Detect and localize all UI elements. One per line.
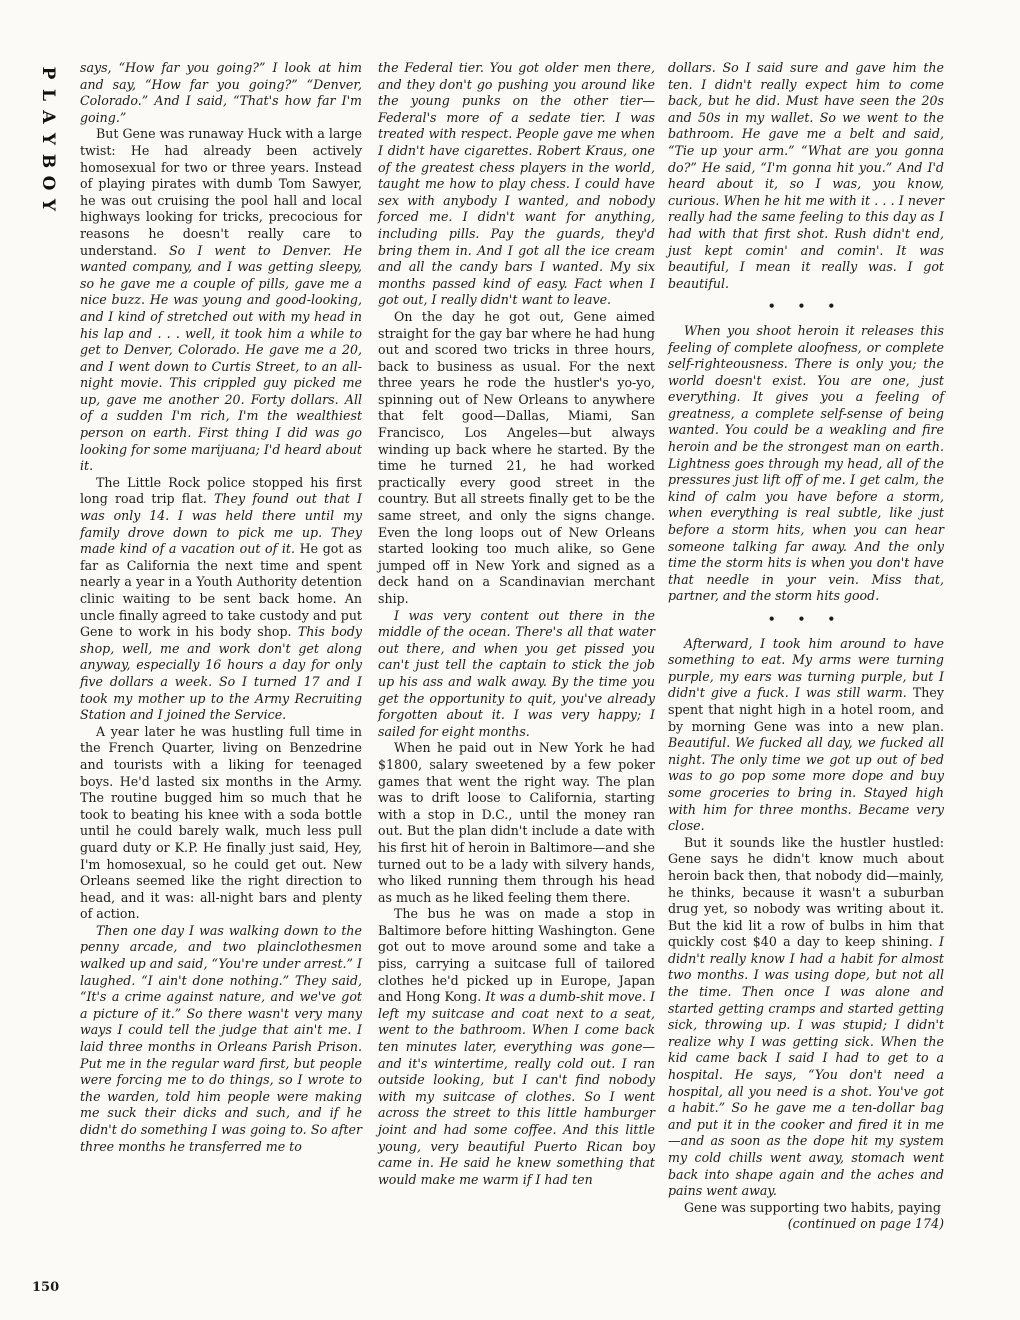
masthead-letter: B — [38, 153, 58, 169]
narrative-text: The bus he was on made a stop in Baltimore before hitting Washington. Gene got out to move around some and take a piss, carrying a suitcase full of tailored clothes he'd picked up in Europe, Japan and Hong Kong. — [378, 906, 655, 1005]
quoted-speech: Then one day I was walking down to the penny arcade, and two plainclothesmen walked up and said, “You're under arrest.” I laughed. “I ain't done nothing.” They said, “It's a crime against nature, and we've got a picture of it.” So there wasn't very many ways I could tell the judge that ain't me. I laid three months in Orleans Parish Prison. Put me in the regular ward first, but people were forcing me to do things, so I wrote to the warden, told him people were making me suck their dicks and such, and if he didn't do something I was going to. So after three months he transferred me to — [80, 922, 362, 1154]
paragraph — [668, 323, 944, 605]
paragraph — [378, 60, 655, 309]
narrative-text: But Gene was runaway Huck with a large twist: He had already been actively homosexual for two or three years. Instead of playing pirates with dumb Tom Sawyer, he was out cruising the pool hall and local highways looking for tricks, precocious for reasons he doesn't really care to understand. — [80, 126, 362, 258]
paragraph — [668, 636, 944, 835]
masthead-letter: Y — [38, 132, 58, 146]
masthead-letter: Y — [38, 198, 58, 212]
quoted-speech: This body shop, well, me and work don't get along anyway, especially 16 hours a day for only five dollars a week. So I turned 17 and I took my mother up to the Army Recruiting Station and I joined the Service. — [80, 624, 362, 723]
quoted-speech: They found out that I was only 14. I was held there until my family drove down to pick me up. They made kind of a vacation out of it. — [80, 491, 362, 557]
paragraph — [378, 906, 655, 1188]
narrative-text: On the day he got out, Gene aimed straight for the gay bar where he had hung out and scored two tricks in three hours, back to business as usual. For the next three years he rode the hustler's yo-yo, spinning out of New Orleans to anywhere that felt good—Dallas, Miami, San Francisco, Los Angeles—but always winding up back where he started. By the time he turned 21, he had worked practically every good street in the country. But all streets finally get to be the same street, and only the signs change. Even the long loops out of New Orleans started looking too much alike, so Gene jumped off in New York and signed as a deck hand on a Scandinavian merchant ship. — [378, 308, 655, 606]
paragraph — [378, 608, 655, 741]
narrative-text: Gene was supporting two habits, paying — [684, 1199, 941, 1215]
narrative-text: But it sounds like the hustler hustled: Gene says he didn't know much about heroin back then, that nobody did—mainly, he thinks, because it wasn't a suburban drug yet, so nobody was writing about it. But the kid lit a row of bulbs in him that quickly cost $40 a day to keep shining. — [668, 834, 944, 950]
quoted-speech: I didn't really know I had a habit for almost two months. I was using dope, but not all the time. Then once I was alone and started getting cramps and started getting sick, throwing up. I was stupid; I didn't realize why I was getting sick. When the kid came back I said I had to get to a hospital. He says, “You don't need a hospital, all you need is a shot. You've got a habit.” So he gave me a ten-dollar bag and put it in the cooker and fired it in me—and as soon as the dope hit my system my cold chills went away, stomach went back into shape again and the aches and pains went away. — [668, 934, 944, 1199]
paragraph — [80, 475, 362, 724]
paragraph — [668, 60, 944, 292]
paragraph — [80, 60, 362, 126]
paragraph — [378, 740, 655, 906]
masthead-letter: L — [38, 89, 58, 101]
magazine-masthead — [34, 62, 62, 216]
article-column-2 — [378, 60, 655, 1188]
quoted-speech: So I went to Denver. He wanted company, and I was getting sleepy, so he gave me a couple of pills, gave me a nice buzz. He was young and good-looking, and I kind of stretched out with my head in his lap and . . . well, it took him a while to get to Denver, Colorado. He gave me a 20, and I went down to Curtis Street, to an all-night movie. This crippled guy picked me up, gave me another 20. Forty dollars. All of a sudden I'm rich, I'm the wealthiest person on earth. First thing I did was go looking for some marijuana; I'd heard about it. — [80, 242, 362, 474]
paragraph — [80, 724, 362, 923]
paragraph — [80, 923, 362, 1155]
paragraph — [378, 309, 655, 608]
paragraph — [80, 126, 362, 474]
section-break-dots: • • • — [767, 299, 845, 314]
quoted-speech: When you shoot heroin it releases this feeling of complete aloofness, or complete self-righteousness. There is only you; the world doesn't exist. You are one, just everything. It gives you a feeling of greatness, a complete self-sense of being wanted. You could be a weakling and fire heroin and be the strongest man on earth. Lightness goes through my head, all of the pressures just lift off of me. I get calm, the kind of calm you have before a storm, when everything is real subtle, like just before a storm hits, when you can hear someone talking far away. And the only time the storm hits is when you don't have that needle in your vein. Miss that, partner, and the storm hits good. — [668, 322, 944, 604]
narrative-text: They spent that night high in a hotel room, and by morning Gene was into a new plan. — [668, 685, 944, 734]
quoted-speech: says, “How far you going?” I look at him and say, “How far you going?” “Denver, Colorado.” And I said, “That's how far I'm going.” — [80, 60, 362, 125]
quoted-speech: I was very content out there in the middle of the ocean. There's all that water out there, and when you get pissed you can't just tell the captain to stick the job up his ass and walk away. By the time you get the opportunity to quit, you've already forgotten about it. I was very happy; I sailed for eight months. — [378, 607, 655, 739]
quoted-speech: dollars. So I said sure and gave him the ten. I didn't really expect him to come back, but he did. Must have seen the 20s and 50s in my wallet. So we went to the bathroom. He gave me a belt and said, “Tie up your arm.” “What are you gonna do?” He said, “I'm gonna hit you.” And I'd heard about it, so I was, you know, curious. When he hit me with it . . . I never really had the same feeling to this day as I had with that first shot. Rush didn't end, just kept comin' and comin'. It was beautiful, I mean it really was. I got beautiful. — [668, 60, 944, 291]
narrative-text: A year later he was hustling full time in the French Quarter, living on Benzedrine and tourists with a liking for teenaged boys. He'd lasted six months in the Army. The routine bugged him so much that he took to beating his knee with a soda bottle until he could barely walk, much less pull guard duty or K.P. He finally just said, Hey, I'm homosexual, so he could get out. New Orleans seemed like the right direction to head, and it was: all-night bars and plenty of action. — [80, 723, 362, 922]
masthead-letter: P — [38, 66, 58, 80]
narrative-text: When he paid out in New York he had $1800, salary sweetened by a few poker games that went the right way. The plan was to drift loose to California, starting with a stop in D.C., until the money ran out. But the plan didn't include a date with his first hit of heroin in Baltimore—and she turned out to be a lady with silvery hands, who liked running them through his head as much as he liked feeling them there. — [378, 740, 655, 905]
continued-note: (continued on page 174) — [787, 1216, 944, 1232]
narrative-text: He got as far as California the next time and spent nearly a year in a Youth Authority detention clinic waiting to be sent back home. An uncle finally agreed to take custody and put Gene to work in his body shop. — [80, 541, 362, 640]
page-number: 150 — [32, 1280, 60, 1295]
article-column-3 — [668, 60, 944, 1233]
article-column-1 — [80, 60, 362, 1155]
masthead-letter: O — [38, 175, 58, 191]
narrative-text: The Little Rock police stopped his first long road trip flat. — [80, 474, 362, 507]
paragraph — [668, 1200, 944, 1217]
paragraph — [668, 835, 944, 1200]
quoted-speech: It was a dumb-shit move. I left my suitcase and coat next to a seat, went to the bathroom. When I come back ten minutes later, everything was gone—and it's wintertime, really cold out. I ran outside looking, but I can't find nobody with my suitcase of clothes. So I went across the street to this little hamburger joint and had some coffee. And this little young, very beautiful Puerto Rican boy came in. He said he knew something that would make me warm if I had ten — [378, 989, 655, 1187]
quoted-speech: the Federal tier. You got older men there, and they don't go pushing you around like the young punks on the other tier—Federal's more of a sedate tier. I was treated with respect. People gave me when I didn't have cigarettes. Robert Kraus, one of the greatest chess players in the world, taught me how to play chess. I could have sex with anybody I wanted, and nobody forced me. I didn't want for anything, including pills. Pay the guards, they'd bring them in. And I got all the ice cream and all the candy bars I wanted. My six months passed kind of easy. Fact when I got out, I really didn't want to leave. — [378, 60, 655, 308]
section-break-dots: • • • — [767, 612, 845, 626]
quoted-speech: Beautiful. We fucked all day, we fucked all night. The only time we got up out of bed was to go pop some more dope and buy some groceries to bring in. Stayed high with him for three months. Became very close. — [668, 735, 944, 834]
quoted-speech: Afterward, I took him around to have something to eat. My arms were turning purple, my ears was turning purple, but I didn't give a fuck. I was still warm. — [668, 635, 944, 701]
masthead-letter: A — [38, 110, 58, 124]
